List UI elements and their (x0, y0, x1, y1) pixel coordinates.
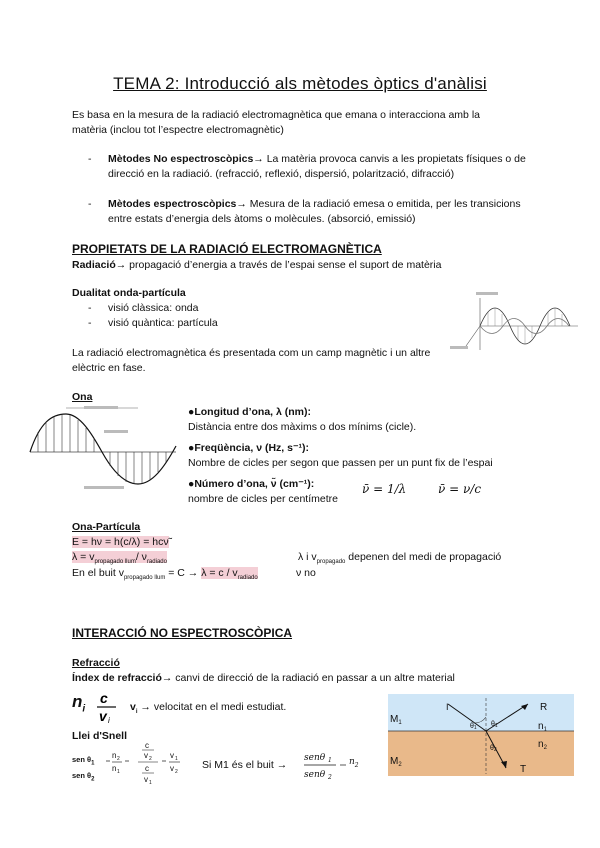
svg-text:1: 1 (328, 757, 332, 764)
svg-text:c: c (100, 690, 108, 706)
ona-heading: Ona (72, 391, 93, 403)
prop-term: ●Longitud d’ona, λ (nm): (188, 406, 311, 418)
eq-nu-no: ν no (296, 567, 316, 579)
snell-sen-labels: sen $\theta_1$ sen $\theta_2$ (72, 755, 95, 782)
camp-paragraph: La radiació electromagnètica és presentada com un camp magnètic i un altre elèctric en fase. (72, 347, 431, 374)
ni-fraction-symbol (94, 690, 124, 724)
theta2-label: θ2 (490, 745, 497, 753)
theta1-label: θ1 (470, 723, 477, 731)
m2-label: $M_2$ (390, 756, 402, 768)
svg-text:senθ: senθ (304, 753, 326, 763)
svg-text:1: 1 (117, 769, 120, 775)
m1-label: $M_1$ (390, 714, 402, 726)
theta1b-label: θ1 (491, 721, 498, 729)
ona-particula-heading: Ona-Partícula (72, 521, 141, 533)
snell-equation (104, 740, 192, 790)
bullet-espectroscopics (88, 197, 528, 227)
bullet-term: Mètodes No espectroscòpics (108, 153, 254, 165)
svg-text:v: v (99, 708, 107, 724)
svg-text:2: 2 (328, 774, 332, 781)
bullet-no-espectroscopics (88, 152, 528, 182)
prop-term: ●Número d’ona, ν̃ (cm⁻¹): (188, 478, 315, 490)
svg-text:2: 2 (117, 756, 120, 762)
index-text: → canvi de direcció de la radiació en passar a un altre material (161, 672, 455, 684)
radiacio-term: Radiació (72, 259, 116, 271)
bullet-dash: - (88, 153, 92, 165)
prop-numero-ona (188, 477, 348, 507)
wavenumber-eq-2: ν̄ = ν/c (438, 482, 482, 496)
svg-text:1: 1 (175, 756, 178, 762)
prop-term: ●Freqüència, ν (Hz, s⁻¹): (188, 442, 309, 454)
radiacio-text: → propagació d’energia a través de l’espai sense el suport de matèria (115, 259, 442, 271)
snell-heading: Llei d'Snell (72, 730, 128, 742)
transmitted-label: T (520, 764, 527, 775)
section-heading-interaccio: INTERACCIÓ NO ESPECTROSCÒPICA (72, 626, 293, 640)
prop-text: Nombre de cicles per segon que passen per un punt fix de l’espai (188, 457, 493, 469)
dualitat-heading: Dualitat onda-partícula (72, 287, 186, 299)
dualitat-item: - visió quàntica: partícula (88, 317, 218, 329)
wavenumber-eq-1: ν̄ = 1/λ (362, 482, 407, 496)
bullet-text: → La matèria provoca canvis a les propietats físiques o de direcció en la radiació. (refracció, reflexió, dispersió, polarització, difracció) (108, 153, 526, 180)
eq-energy: E = hν = h(c/λ) = hcν̃ (72, 536, 169, 548)
n2-label: $n_2$ (538, 739, 547, 751)
svg-text:c: c (145, 741, 149, 750)
page-title: TEMA 2: Introducció als mètodes òptics d'anàlisi (113, 74, 487, 93)
svg-text:c: c (145, 764, 149, 773)
n1-label: $n_1$ (538, 721, 547, 733)
ni-formula: $n_i$ (72, 692, 86, 715)
eq-buit: En el buit $v_{propagado llum} = C \to \lambda = c / v_{radiado}$ (72, 567, 258, 582)
svg-text:senθ: senθ (304, 770, 326, 780)
svg-text:v: v (144, 751, 148, 760)
svg-text:1: 1 (149, 780, 152, 786)
eq-lambda: $\lambda = v_{propagado llum}/$ $\nu_{radiado}$ (72, 551, 167, 566)
svg-text:n: n (112, 764, 117, 773)
eq-depend: λ i $v_{propagado}$ depenen del medi de propagació (298, 551, 502, 566)
section-heading-propietats: PROPIETATS DE LA RADIACIÓ ELECTROMAGNÈTICA (72, 242, 382, 256)
snell-buit-text: Si M1 és el buit → (202, 759, 288, 771)
prop-text: Distància entre dos màxims o dos mínims (cicle). (188, 421, 417, 433)
em-wave-illustration (448, 288, 583, 363)
dualitat-item: - visió clàssica: onda (88, 302, 199, 314)
svg-text:i: i (108, 716, 110, 724)
reflected-label: R (540, 702, 548, 713)
refraction-diagram (388, 694, 574, 776)
radiacio-definition (72, 258, 502, 273)
svg-text:n: n (112, 751, 117, 760)
index-refraccio (72, 671, 512, 686)
sine-wave-illustration (28, 404, 178, 490)
svg-text:2: 2 (175, 769, 178, 775)
refraccio-heading: Refracció (72, 657, 120, 669)
svg-text:v: v (170, 764, 174, 773)
bullet-term: Mètodes espectroscòpics (108, 198, 237, 210)
bullet-text: → Mesura de la radiació emesa o emitida, per les transicions entre estats d’energia dels àtoms o molècules. (absorció, emissió) (108, 198, 521, 225)
index-term: Índex de refracció (72, 672, 162, 684)
svg-text:v: v (170, 751, 174, 760)
intro-paragraph: Es basa en la mesura de la radiació electromagnètica que emana o interacciona amb la matèria (inclou tot l’espectre electromagnètic) (72, 109, 480, 136)
snell-rhs: $n_2$ (349, 757, 359, 769)
vi-description: $v_i$ → velocitat en el medi estudiat. (130, 701, 287, 716)
svg-text:v: v (144, 775, 148, 784)
prop-frequencia (188, 441, 508, 471)
prop-longitud (188, 405, 498, 435)
incident-label: I (446, 702, 449, 712)
prop-text: nombre de cicles per centímetre (188, 493, 338, 505)
bullet-dash: - (88, 198, 92, 210)
svg-text:2: 2 (149, 756, 152, 762)
